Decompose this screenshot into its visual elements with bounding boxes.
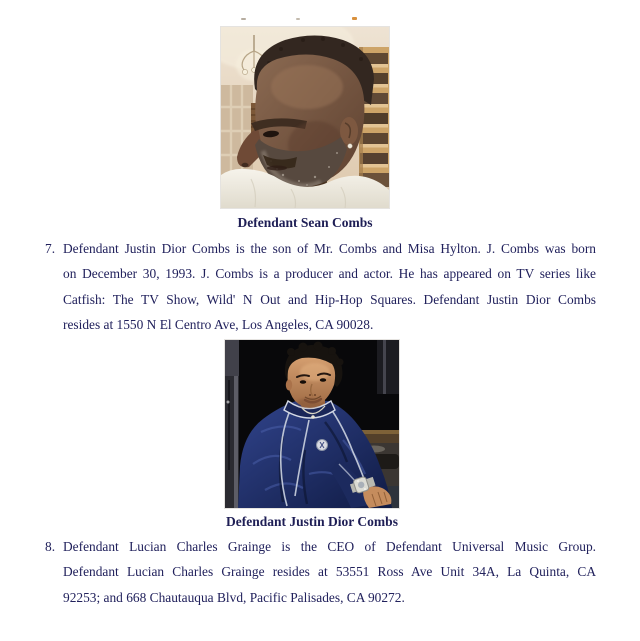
paragraph-line: Catfish: The TV Show, Wild' N Out and Hip-Hop Squares. Defendant Justin Dior Combs [63, 291, 596, 307]
paragraph-line: Defendant Lucian Charles Grainge is the CEO of Defendant Universal Music Group. [63, 539, 596, 554]
figure-caption-sean-combs: Defendant Sean Combs [237, 215, 373, 230]
paragraph-line: Defendant Justin Dior Combs is the son of Mr. Combs and Misa Hylton. J. Combs was born [63, 241, 596, 256]
scan-artifact [296, 18, 300, 20]
paragraph-number: 8. [45, 539, 56, 554]
paragraph-line: on December 30, 1993. J. Combs is a producer and actor. He has appeared on TV series like [63, 266, 596, 282]
figure-caption-justin-dior-combs: Defendant Justin Dior Combs [226, 514, 398, 529]
sean-combs-photo [221, 27, 389, 208]
paragraph-7 [63, 236, 596, 337]
scan-artifact [352, 17, 357, 20]
sean-combs-photo-art [221, 27, 389, 208]
scan-artifact [241, 18, 246, 20]
paragraph-line: Defendant Lucian Charles Grainge resides at 53551 Ross Ave Unit 34A, La Quinta, CA [63, 564, 596, 580]
justin-dior-combs-photo-art [225, 340, 399, 508]
car-pillar [377, 340, 399, 394]
paragraph-line: 92253; and 668 Chautauqua Blvd, Pacific Palisades, CA 90272. [63, 589, 405, 605]
paragraph-line: resides at 1550 N El Centro Ave, Los Angeles, CA 90028. [63, 316, 374, 332]
paragraph-number: 7. [45, 241, 56, 256]
paragraph-8 [63, 534, 596, 610]
car-door-frame [225, 340, 239, 508]
justin-dior-combs-photo [225, 340, 399, 508]
